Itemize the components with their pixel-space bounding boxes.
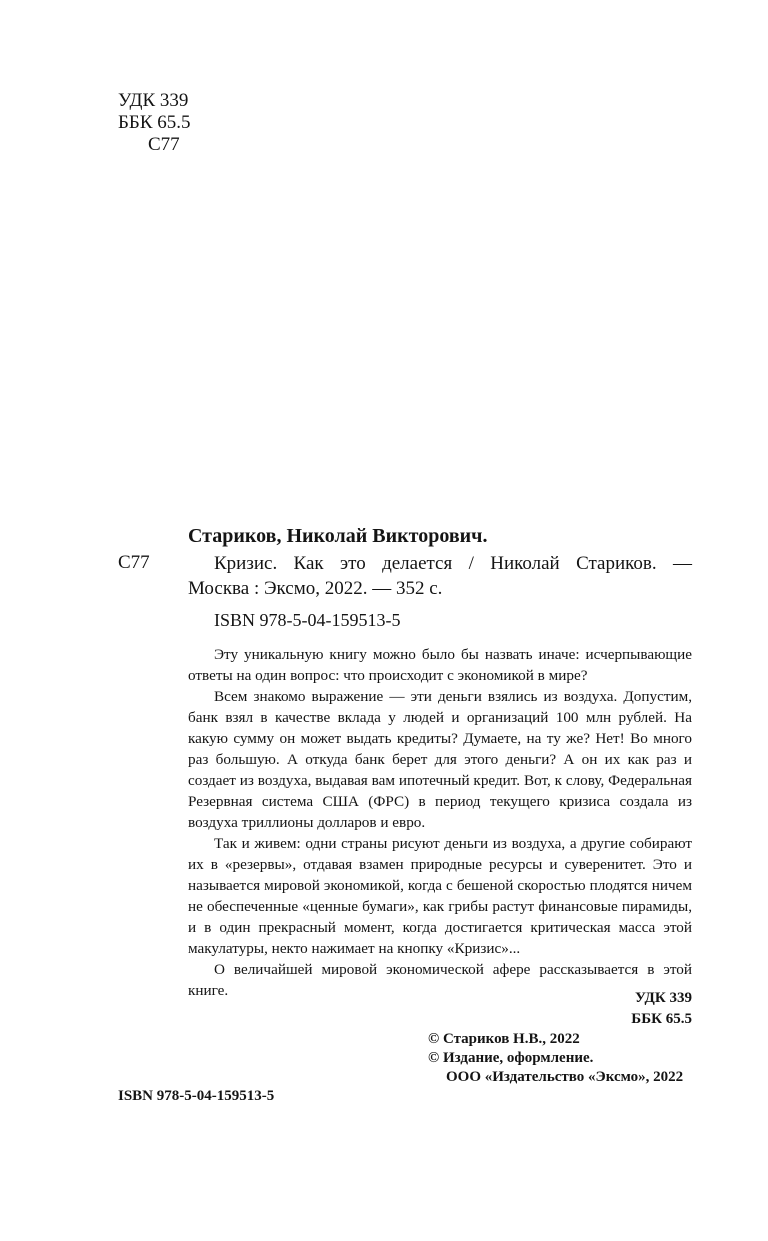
annotation-paragraph: О величайшей мировой экономической афере рассказывается в этой книге. [188,961,692,999]
annotation-paragraph: Эту уникальную книгу можно было бы назвать иначе: исчерпывающие ответы на один вопрос: что происходит с экономикой в мире? [188,646,692,684]
catalog-title-line-1: Кризис. Как это делается / Николай Стариков. — [214,553,692,574]
copyright-block [428,1030,683,1087]
annotation [188,644,692,1001]
classification-bbk: ББК 65.5 [631,1011,692,1027]
catalog-author-mark: С77 [118,552,150,573]
annotation-paragraph: Так и живем: одни страны рисуют деньги из воздуха, а другие собирают их в «резервы», отдавая взамен природные ресурсы и суверенитет. Это и называется мировой экономикой, когда с бешеной скоростью плодятся ничем не обеспеченные «ценные бумаги», как грибы растут финансовые пирамиды, и в один прекрасный момент, когда достигается критическая масса этой макулатуры, некто нажимает на кнопку «Кризис»... [188,835,692,957]
copyright-publisher: ООО «Издательство «Эксмо», 2022 [446,1069,684,1085]
header-author-mark: С77 [148,134,180,155]
catalog-isbn: ISBN 978-5-04-159513-5 [214,610,401,630]
footer-isbn: ISBN 978-5-04-159513-5 [118,1088,275,1104]
classification-block [631,988,692,1030]
header-bbk: ББК 65.5 [118,112,191,133]
catalog-title-line-2: Москва : Эксмо, 2022. — 352 с. [188,578,443,599]
classification-udk: УДК 339 [635,990,692,1006]
annotation-paragraph: Всем знакомо выражение — эти деньги взялись из воздуха. Допустим, банк взял в качестве вклада у людей и организаций 100 млн рублей. На какую сумму он может выдать кредиты? Думаете, на ту же? Нет! Во много раз большую. А откуда банк берет для этого деньги? А он их как раз и создает из воздуха, выдавая вам ипотечный кредит. Вот, к слову, Федеральная Резервная система США (ФРС) в период текущего кризиса создала из воздуха триллионы долларов и евро. [188,688,692,831]
header-udk: УДК 339 [118,90,189,111]
catalog-title-block [188,551,692,601]
catalog-author: Стариков, Николай Викторович. [188,525,488,547]
header-classification-codes [118,90,191,156]
copyright-author: © Стариков Н.В., 2022 [428,1031,580,1047]
copyright-edition: © Издание, оформление. [428,1050,594,1066]
